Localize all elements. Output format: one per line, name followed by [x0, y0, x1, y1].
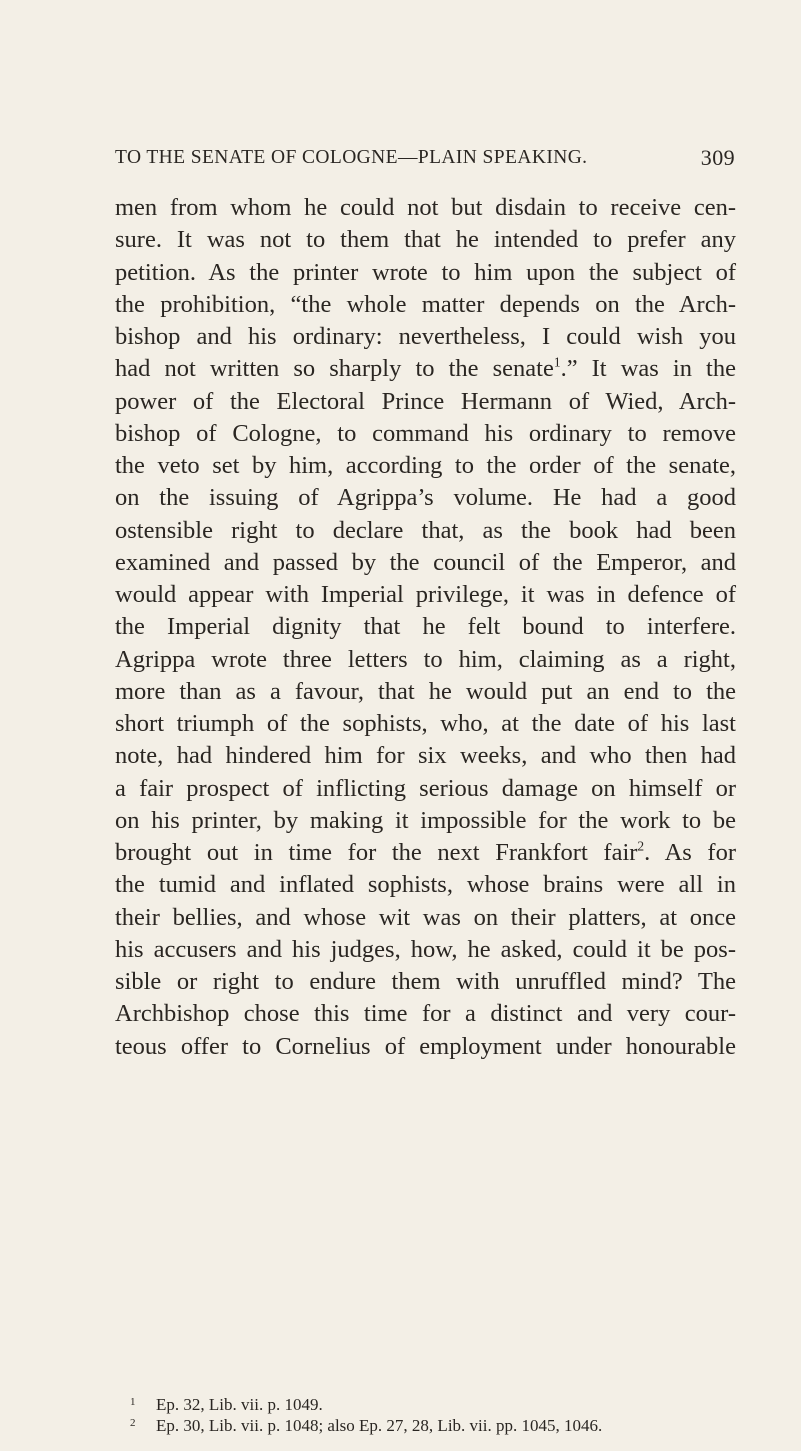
footnote-text: Ep. 32, Lib. vii. p. 1049.	[156, 1395, 323, 1414]
text-line: men from whom he could not but disdain to receive cen-	[115, 194, 736, 221]
text-line-with-footnote-ref	[115, 837, 736, 869]
text-line: ostensible right to declare that, as the book had been	[115, 516, 736, 544]
text-line: more than as a favour, that he would put an end to the	[115, 677, 736, 705]
footnotes	[130, 1392, 750, 1434]
page-number: 309	[700, 145, 735, 170]
text-line: the veto set by him, according to the order of the senate,	[115, 452, 736, 479]
text-line: a fair prospect of inflicting serious damage on himself or	[115, 774, 736, 802]
text-line: teous offer to Cornelius of employment under honourable	[115, 1032, 736, 1060]
text-line: bishop of Cologne, to command his ordinary to remove	[115, 419, 736, 447]
text-line: bishop and his ordinary: nevertheless, I could wish you	[115, 323, 736, 350]
text-line: short triumph of the sophists, who, at the date of his last	[115, 710, 736, 737]
text-line: sible or right to endure them with unruffled mind? The	[115, 968, 736, 995]
text-line: sure. It was not to them that he intended to prefer any	[115, 226, 736, 254]
text-line-with-footnote-ref	[115, 353, 736, 385]
running-head-title: TO THE SENATE OF COLOGNE—PLAIN SPEAKING.	[115, 147, 588, 168]
text-line: on the issuing of Agrippa’s volume. He had a good	[115, 484, 736, 512]
text-segment: brought out in time for the next Frankfort fair	[115, 839, 638, 866]
footnote	[130, 1392, 750, 1413]
text-line: note, had hindered him for six weeks, and who then had	[115, 742, 736, 770]
text-line: the Imperial dignity that he felt bound to interfere.	[115, 613, 736, 641]
text-line: would appear with Imperial privilege, it was in defence of	[115, 581, 736, 608]
text-line: Agrippa wrote three letters to him, claiming as a right,	[115, 645, 736, 673]
body-text	[115, 192, 736, 1063]
text-line: the prohibition, “the whole matter depends on the Arch-	[115, 290, 736, 318]
footnote-ref-1: 1	[553, 354, 561, 370]
text-line: petition. As the printer wrote to him upon the subject of	[115, 258, 736, 286]
text-line: power of the Electoral Prince Hermann of Wied, Arch-	[115, 387, 736, 415]
footnote-text: Ep. 30, Lib. vii. p. 1048; also Ep. 27, 28, Lib. vii. pp. 1045, 1046.	[156, 1416, 603, 1435]
text-segment: . As for	[644, 839, 736, 866]
text-segment: .” It was in the	[560, 355, 736, 383]
running-head	[115, 147, 735, 177]
footnote	[130, 1413, 750, 1434]
footnote-mark: 1	[130, 1396, 136, 1408]
text-line: Archbishop chose this time for a distinct and very cour-	[115, 1000, 736, 1028]
footnote-mark: 2	[130, 1417, 136, 1429]
text-line: his accusers and his judges, how, he asked, could it be pos-	[115, 935, 736, 963]
footnote-ref-2: 2	[637, 838, 645, 854]
text-line: their bellies, and whose wit was on their platters, at once	[115, 903, 736, 931]
text-line: on his printer, by making it impossible for the work to be	[115, 806, 736, 834]
text-line: examined and passed by the council of the Emperor, and	[115, 548, 736, 576]
text-line: the tumid and inflated sophists, whose brains were all in	[115, 871, 736, 899]
text-segment: had not written so sharply to the senate	[115, 355, 554, 383]
